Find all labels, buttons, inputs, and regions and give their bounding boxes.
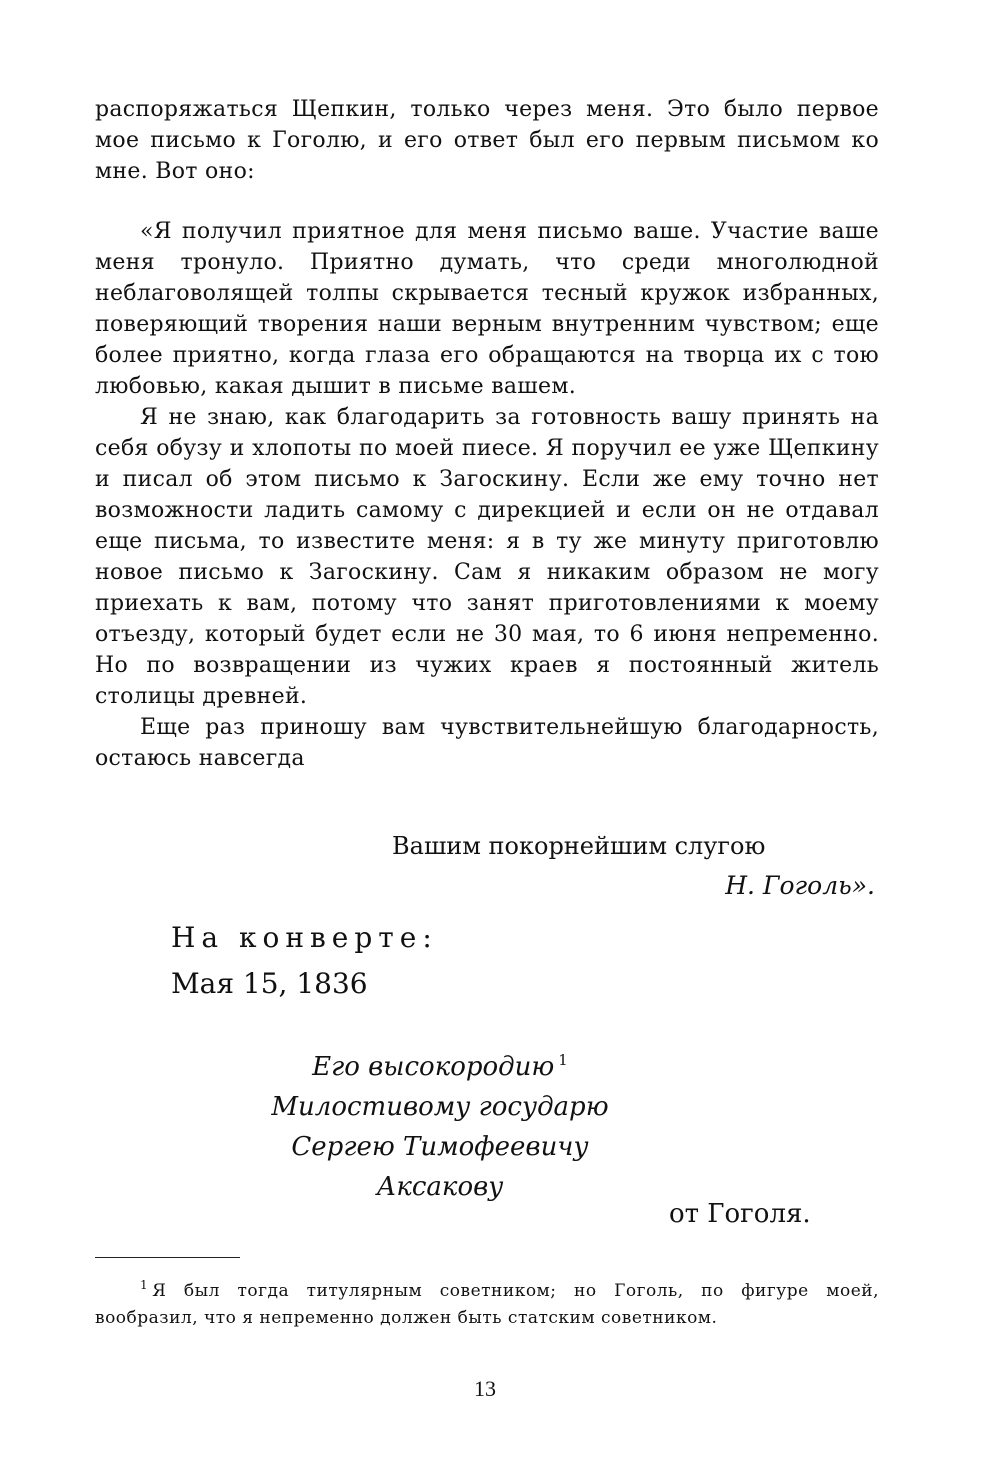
address-line-1-text: Его высокородию (312, 1052, 555, 1082)
footnote-reference: 1 (558, 1051, 568, 1069)
envelope-from: от Гоголя. (669, 1199, 811, 1229)
footnote-text: Я был тогда титулярным советником; но Гоголь, по фигуре моей, вообразил, что я непременно должен быть статским советником. (95, 1281, 879, 1328)
footnote-divider (95, 1257, 240, 1258)
intro-paragraph-block (95, 94, 879, 187)
envelope-address (200, 1040, 680, 1207)
letter-paragraph-1: «Я получил приятное для меня письмо ваше. Участие ваше меня тронуло. Приятно думать, что среди многолюдной неблаговолящей толпы скрывается тесный кружок избранных, поверяющий творения наши верным внутренним чувством; еще более приятно, когда глаза его обращаются на творца их с тою любовью, какая дышит в письме вашем. (95, 219, 879, 399)
envelope-date: Мая 15, 1836 (171, 967, 368, 1000)
letter-paragraph-3: Еще раз приношу вам чувствительнейшую благодарность, остаюсь навсегда (95, 715, 879, 771)
footnote-marker: 1 (140, 1278, 149, 1292)
footnote (95, 1272, 879, 1332)
address-line-2: Милостивому государю (271, 1092, 609, 1122)
address-line-1 (200, 1040, 680, 1087)
address-line-3: Сергею Тимофеевичу (291, 1132, 589, 1162)
letter-paragraph-2: Я не знаю, как благодарить за готовность вашу принять на себя обузу и хлопоты по моей пиесе. Я поручил ее уже Щепкину и писал об этом письмо к Загоскину. Если же ему точно нет возможности ладить самому с дирекцией и если он не отдавал еще письма, то известите меня: я в ту же минуту приготовлю новое письмо к Загоскину. Сам я никаким образом не могу приехать к вам, потому что занят приготовлениями к моему отъезду, который будет если не 30 мая, то 6 июня непременно. Но по возвращении из чужих краев я постоянный житель столицы древней. (95, 405, 879, 709)
letter-closing: Вашим покорнейшим слугою (392, 832, 766, 860)
address-line-4: Аксакову (376, 1172, 504, 1202)
letter-body (95, 216, 879, 774)
letter-signature: Н. Гоголь». (725, 871, 875, 900)
envelope-label: На конверте: (171, 921, 438, 954)
intro-paragraph: распоряжаться Щепкин, только через меня. Это было первое мое письмо к Гоголю, и его ответ был его первым письмом ко мне. Вот оно: (95, 97, 879, 184)
page-number: 13 (474, 1376, 496, 1401)
